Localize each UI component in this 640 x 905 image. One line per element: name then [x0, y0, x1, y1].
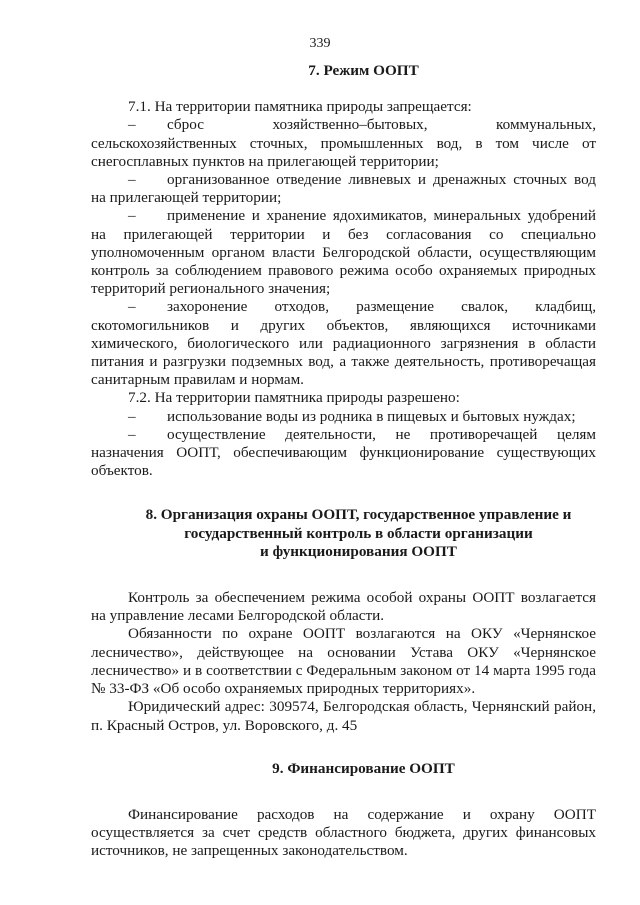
list-dash: –: [128, 425, 136, 443]
list-dash: –: [128, 407, 136, 425]
section-8-title-line: и функционирования ООПТ: [260, 542, 457, 560]
allowed-item-text: использование воды из родника в пищевых и бытовых нуждах;: [167, 407, 576, 425]
prohibited-item: [91, 116, 596, 171]
section-8-title: [91, 506, 596, 561]
allowed-item-text: осуществление деятельности, не противоречащей целям назначения ООПТ, обеспечивающим функционирование существующих объектов.: [91, 425, 596, 480]
prohibited-item-text: захоронение отходов, размещение свалок, кладбищ, скотомогильников и других объектов, являющихся источниками химического, биологического или радиационного загрязнения в области питания и разгрузки подземных вод, а также деятельность, противоречащая санитарным правилам и нормам.: [91, 298, 596, 389]
section-8-title-line: 8. Организация охраны ООПТ, государственное управление и: [145, 506, 572, 524]
prohibited-item-text: применение и хранение ядохимикатов, минеральных удобрений на прилегающей территории и без согласования со специально уполномоченным органом власти Белгородской области, осуществляющим контроль за соблюдением правового режима особо охраняемых природных территорий регионального значения;: [91, 207, 596, 298]
prohibited-item-text: организованное отведение ливневых и дренажных сточных вод на прилегающей территории;: [91, 171, 596, 207]
section-8-paragraph: Обязанности по охране ООПТ возлагаются на ОКУ «Чернянское лесничество», действующее на основании Устава ОКУ «Чернянское лесничество» и в соответствии с Федеральным законом от 14 марта 1995 года № 33-ФЗ «Об особо охраняемых природных территориях».: [91, 625, 596, 698]
prohibited-item: [91, 171, 596, 207]
allowed-item: [91, 426, 596, 481]
prohibited-item: [91, 298, 596, 389]
section-7-1-intro: 7.1. На территории памятника природы запрещается:: [128, 98, 472, 116]
list-dash: –: [128, 171, 136, 189]
section-9-paragraph: Финансирование расходов на содержание и охрану ООПТ осуществляется за счет средств областного бюджета, других финансовых источников, не запрещенных законодательством.: [91, 805, 596, 860]
page-number: 339: [309, 36, 331, 51]
list-dash: –: [128, 298, 136, 316]
section-8-title-line: государственный контроль в области организации: [184, 524, 533, 542]
allowed-item: [91, 408, 596, 426]
section-7-2-intro: 7.2. На территории памятника природы разрешено:: [128, 389, 460, 407]
document-body: [91, 60, 596, 861]
list-dash: –: [128, 207, 136, 225]
section-7-title: 7. Режим ООПТ: [308, 62, 419, 79]
section-9-title: 9. Финансирование ООПТ: [272, 759, 455, 777]
prohibited-item: [91, 207, 596, 298]
section-8-paragraph: Контроль за обеспечением режима особой охраны ООПТ возлагается на управление лесами Белгородской области.: [91, 589, 596, 625]
legal-address: Юридический адрес: 309574, Белгородская область, Чернянский район, п. Красный Остров, ул. Воровского, д. 45: [91, 698, 596, 734]
list-dash: –: [128, 116, 136, 134]
prohibited-item-text: сброс хозяйственно–бытовых, коммунальных, сельскохозяйственных сточных, промышленных вод, в том числе от снегосплавных пунктов на прилегающей территории;: [91, 116, 596, 170]
